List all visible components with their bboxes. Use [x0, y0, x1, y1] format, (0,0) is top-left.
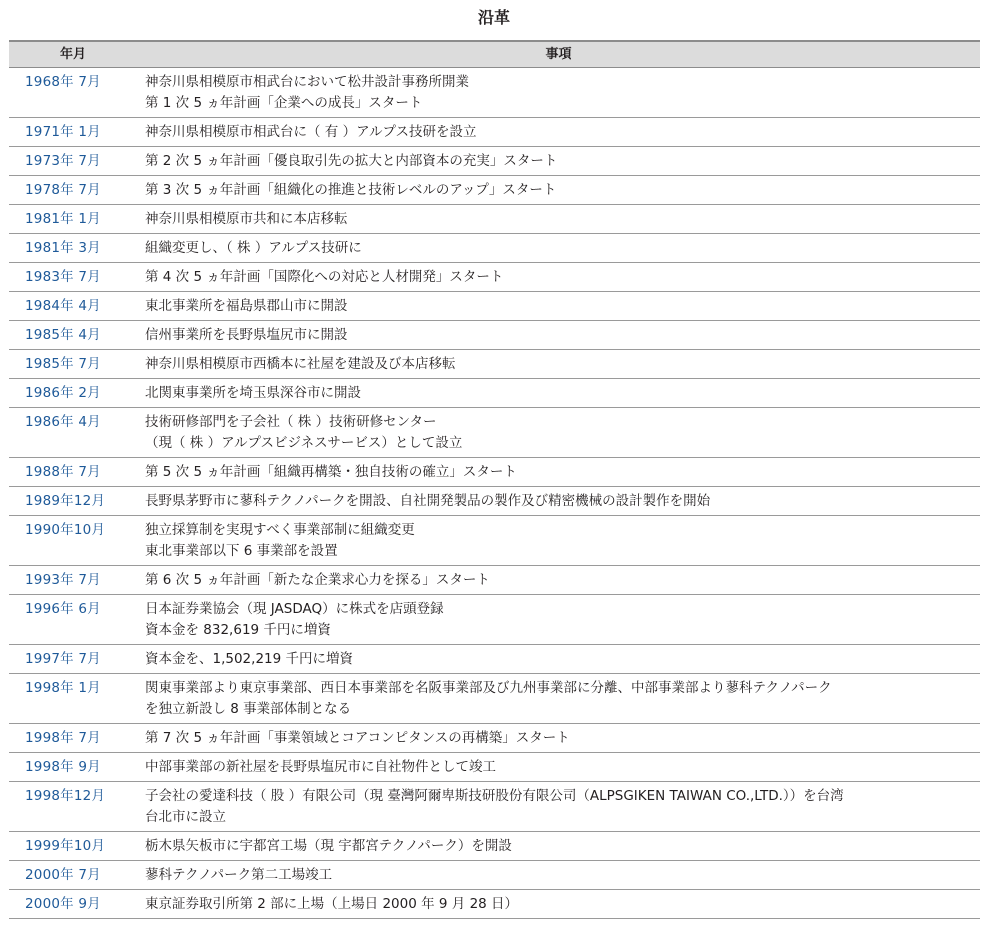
row-item-line: 東京証券取引所第 2 部に上場（上場日 2000 年 9 月 28 日）: [145, 896, 519, 912]
row-item: [137, 350, 980, 379]
row-item: [137, 292, 980, 321]
row-item: [137, 516, 980, 566]
table-row: [9, 890, 980, 919]
row-item: [137, 595, 980, 645]
row-item-line: 中部事業部の新社屋を長野県塩尻市に自社物件として竣工: [145, 759, 496, 775]
row-item-line: 台北市に設立: [145, 809, 226, 825]
table-row: [9, 645, 980, 674]
row-date: 1998年 9月: [9, 753, 137, 782]
row-item-line: 第 7 次 5 ヵ年計画「事業領域とコアコンピタンスの再構築」スタート: [145, 730, 570, 746]
table-row: [9, 782, 980, 832]
table-row: [9, 724, 980, 753]
row-item-line: 第 2 次 5 ヵ年計画「優良取引先の拡大と内部資本の充実」スタート: [145, 153, 558, 169]
table-row: [9, 321, 980, 350]
row-date: 1981年 1月: [9, 205, 137, 234]
row-item-line: 神奈川県相模原市相武台において松井設計事務所開業: [145, 74, 469, 90]
table-row: [9, 487, 980, 516]
table-row: [9, 408, 980, 458]
row-item-line: 第 1 次 5 ヵ年計画「企業への成長」スタート: [145, 95, 423, 111]
row-date: 1998年 1月: [9, 674, 137, 724]
header-item: 事項: [137, 41, 980, 68]
row-item: [137, 487, 980, 516]
row-date: 1968年 7月: [9, 68, 137, 118]
row-item: [137, 782, 980, 832]
table-row: [9, 176, 980, 205]
table-row: [9, 458, 980, 487]
table-row: [9, 350, 980, 379]
row-date: 1985年 4月: [9, 321, 137, 350]
table-row: [9, 674, 980, 724]
row-item-line: 東北事業部以下 6 事業部を設置: [145, 543, 338, 559]
table-row: [9, 753, 980, 782]
row-item-line: 第 3 次 5 ヵ年計画「組織化の推進と技術レベルのアップ」スタート: [145, 182, 557, 198]
row-date: 1983年 7月: [9, 263, 137, 292]
row-date: 1999年10月: [9, 832, 137, 861]
row-date: 1993年 7月: [9, 566, 137, 595]
row-item-line: 第 5 次 5 ヵ年計画「組織再構築・独自技術の確立」スタート: [145, 464, 517, 480]
row-date: 1988年 7月: [9, 458, 137, 487]
row-item-line: 信州事業所を長野県塩尻市に開設: [145, 327, 348, 343]
row-item: [137, 263, 980, 292]
table-row: [9, 147, 980, 176]
row-date: 1986年 2月: [9, 379, 137, 408]
row-item: [137, 458, 980, 487]
row-item: [137, 205, 980, 234]
row-item-line: 長野県茅野市に蓼科テクノパークを開設、自社開発製品の製作及び精密機械の設計製作を開始: [145, 493, 711, 509]
row-item: [137, 379, 980, 408]
row-date: 1984年 4月: [9, 292, 137, 321]
row-item-line: 第 4 次 5 ヵ年計画「国際化への対応と人材開発」スタート: [145, 269, 504, 285]
table-row: [9, 379, 980, 408]
row-date: 1973年 7月: [9, 147, 137, 176]
row-date: 1985年 7月: [9, 350, 137, 379]
row-item: [137, 566, 980, 595]
table-row: [9, 205, 980, 234]
table-row: [9, 263, 980, 292]
row-date: 1990年10月: [9, 516, 137, 566]
row-item: [137, 408, 980, 458]
row-item-line: 神奈川県相模原市相武台に（ 有 ）アルプス技研を設立: [145, 124, 477, 140]
row-item-line: 神奈川県相模原市西橋本に社屋を建設及び本店移転: [145, 356, 456, 372]
row-item: [137, 234, 980, 263]
table-row: [9, 68, 980, 118]
row-item: [137, 724, 980, 753]
row-date: 1971年 1月: [9, 118, 137, 147]
row-date: 1989年12月: [9, 487, 137, 516]
table-row: [9, 566, 980, 595]
row-item: [137, 674, 980, 724]
row-item-line: 関東事業部より東京事業部、西日本事業部を名阪事業部及び九州事業部に分離、中部事業部より蓼科テクノパーク: [145, 680, 832, 696]
row-item: [137, 321, 980, 350]
row-date: 2000年 9月: [9, 890, 137, 919]
row-item-line: 日本証券業協会（現 JASDAQ）に株式を店頭登録: [145, 601, 444, 617]
row-item: [137, 832, 980, 861]
row-date: 1981年 3月: [9, 234, 137, 263]
row-item-line: 栃木県矢板市に宇都宮工場（現 宇都宮テクノパーク）を開設: [145, 838, 512, 854]
table-header: [9, 41, 980, 68]
table-row: [9, 118, 980, 147]
page-title: 沿革: [477, 8, 510, 27]
row-item: [137, 147, 980, 176]
row-item-line: 独立採算制を実現すべく事業部制に組織変更: [145, 522, 415, 538]
row-item-line: 第 6 次 5 ヵ年計画「新たな企業求心力を探る」スタート: [145, 572, 490, 588]
header-row: [9, 41, 980, 68]
row-item-line: 東北事業所を福島県郡山市に開設: [145, 298, 348, 314]
table-row: [9, 292, 980, 321]
table-row: [9, 595, 980, 645]
row-item: [137, 176, 980, 205]
row-item: [137, 645, 980, 674]
row-item: [137, 861, 980, 890]
row-item: [137, 890, 980, 919]
row-item: [137, 753, 980, 782]
table-row: [9, 832, 980, 861]
row-date: 2000年 7月: [9, 861, 137, 890]
table-row: [9, 861, 980, 890]
history-table: [9, 40, 980, 919]
row-date: 1998年 7月: [9, 724, 137, 753]
header-date: 年月: [9, 41, 137, 68]
row-item-line: 子会社の愛達科技（ 股 ）有限公司（現 臺灣阿爾卑斯技研股份有限公司（ALPSGIKEN TAIWAN CO.,LTD.））を台湾: [145, 788, 844, 804]
row-date: 1996年 6月: [9, 595, 137, 645]
row-date: 1986年 4月: [9, 408, 137, 458]
table-row: [9, 516, 980, 566]
row-item-line: 蓼科テクノパーク第二工場竣工: [145, 867, 333, 883]
row-date: 1997年 7月: [9, 645, 137, 674]
row-item-line: 資本金を 832,619 千円に増資: [145, 622, 331, 638]
row-item: [137, 118, 980, 147]
row-item-line: 技術研修部門を子会社（ 株 ）技術研修センター: [145, 414, 437, 430]
row-item-line: 神奈川県相模原市共和に本店移転: [145, 211, 348, 227]
row-item-line: を独立新設し 8 事業部体制となる: [145, 701, 352, 717]
table-body: [9, 68, 980, 919]
row-date: 1978年 7月: [9, 176, 137, 205]
row-date: 1998年12月: [9, 782, 137, 832]
table-row: [9, 234, 980, 263]
row-item: [137, 68, 980, 118]
row-item-line: （現（ 株 ）アルプスビジネスサービス）として設立: [145, 435, 463, 451]
row-item-line: 資本金を、1,502,219 千円に増資: [145, 651, 353, 667]
row-item-line: 北関東事業所を埼玉県深谷市に開設: [145, 385, 361, 401]
row-item-line: 組織変更し、（ 株 ）アルプス技研に: [145, 240, 362, 256]
